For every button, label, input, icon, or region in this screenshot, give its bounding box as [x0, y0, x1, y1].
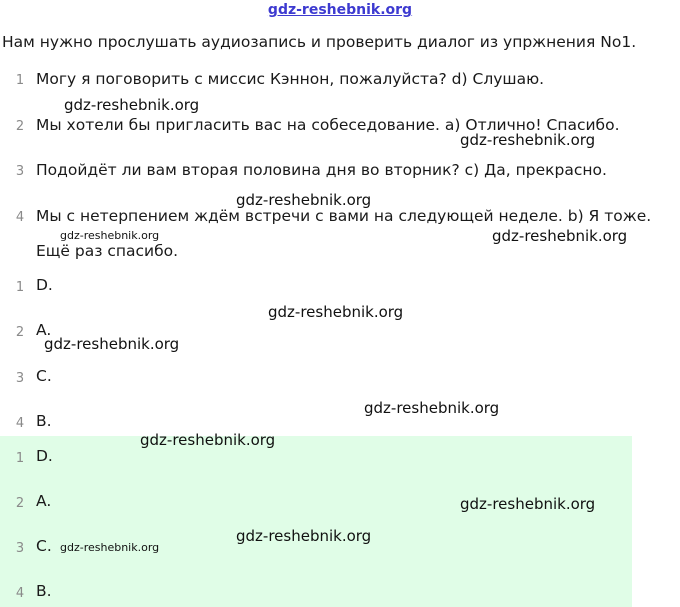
watermark: gdz-reshebnik.org: [460, 131, 596, 149]
answer-number-3: 3: [15, 371, 25, 386]
highlighted-answer-3: C.: [36, 537, 52, 555]
watermark: gdz-reshebnik.org: [364, 399, 500, 417]
dialog-number-3: 3: [15, 164, 25, 179]
watermark-small: gdz-reshebnik.org: [60, 541, 160, 554]
watermark: gdz-reshebnik.org: [236, 527, 372, 545]
watermark: gdz-reshebnik.org: [64, 96, 200, 114]
answer-number-1: 1: [15, 280, 25, 295]
watermark: gdz-reshebnik.org: [236, 191, 372, 209]
answer-1: D.: [36, 276, 53, 294]
watermark-small: gdz-reshebnik.org: [60, 229, 160, 242]
dialog-line-4: Мы с нетерпением ждём встречи с вами на следующей неделе. b) Я тоже.: [36, 207, 652, 225]
highlighted-answer-number-2: 2: [15, 496, 25, 511]
watermark: gdz-reshebnik.org: [492, 227, 628, 245]
highlighted-answer-2: A.: [36, 492, 52, 510]
answer-4: B.: [36, 412, 52, 430]
highlighted-answer-number-4: 4: [15, 586, 25, 601]
watermark: gdz-reshebnik.org: [268, 303, 404, 321]
dialog-line-1: Могу я поговорить с миссис Кэннон, пожалуйста? d) Слушаю.: [36, 70, 545, 88]
dialog-number-1: 1: [15, 73, 25, 88]
site-header-link[interactable]: gdz-reshebnik.org: [267, 2, 413, 18]
intro-text: Нам нужно прослушать аудиозапись и проверить диалог из упржнения No1.: [2, 33, 637, 51]
dialog-number-4: 4: [15, 210, 25, 225]
answer-number-2: 2: [15, 325, 25, 340]
highlighted-answers-block: [0, 436, 632, 607]
highlighted-answer-number-1: 1: [15, 451, 25, 466]
dialog-number-2: 2: [15, 119, 25, 134]
watermark: gdz-reshebnik.org: [44, 335, 180, 353]
answer-3: C.: [36, 367, 52, 385]
dialog-line-2: Мы хотели бы пригласить вас на собеседование. a) Отлично! Спасибо.: [36, 116, 620, 134]
watermark: gdz-reshebnik.org: [140, 431, 276, 449]
watermark: gdz-reshebnik.org: [460, 495, 596, 513]
dialog-line-4-continued: Ещё раз спасибо.: [36, 242, 179, 260]
highlighted-answer-4: B.: [36, 582, 52, 600]
answer-2: A.: [36, 321, 52, 339]
highlighted-answer-number-3: 3: [15, 541, 25, 556]
highlighted-answer-1: D.: [36, 447, 53, 465]
dialog-line-3: Подойдёт ли вам вторая половина дня во вторник? c) Да, прекрасно.: [36, 161, 607, 179]
answer-number-4: 4: [15, 416, 25, 431]
